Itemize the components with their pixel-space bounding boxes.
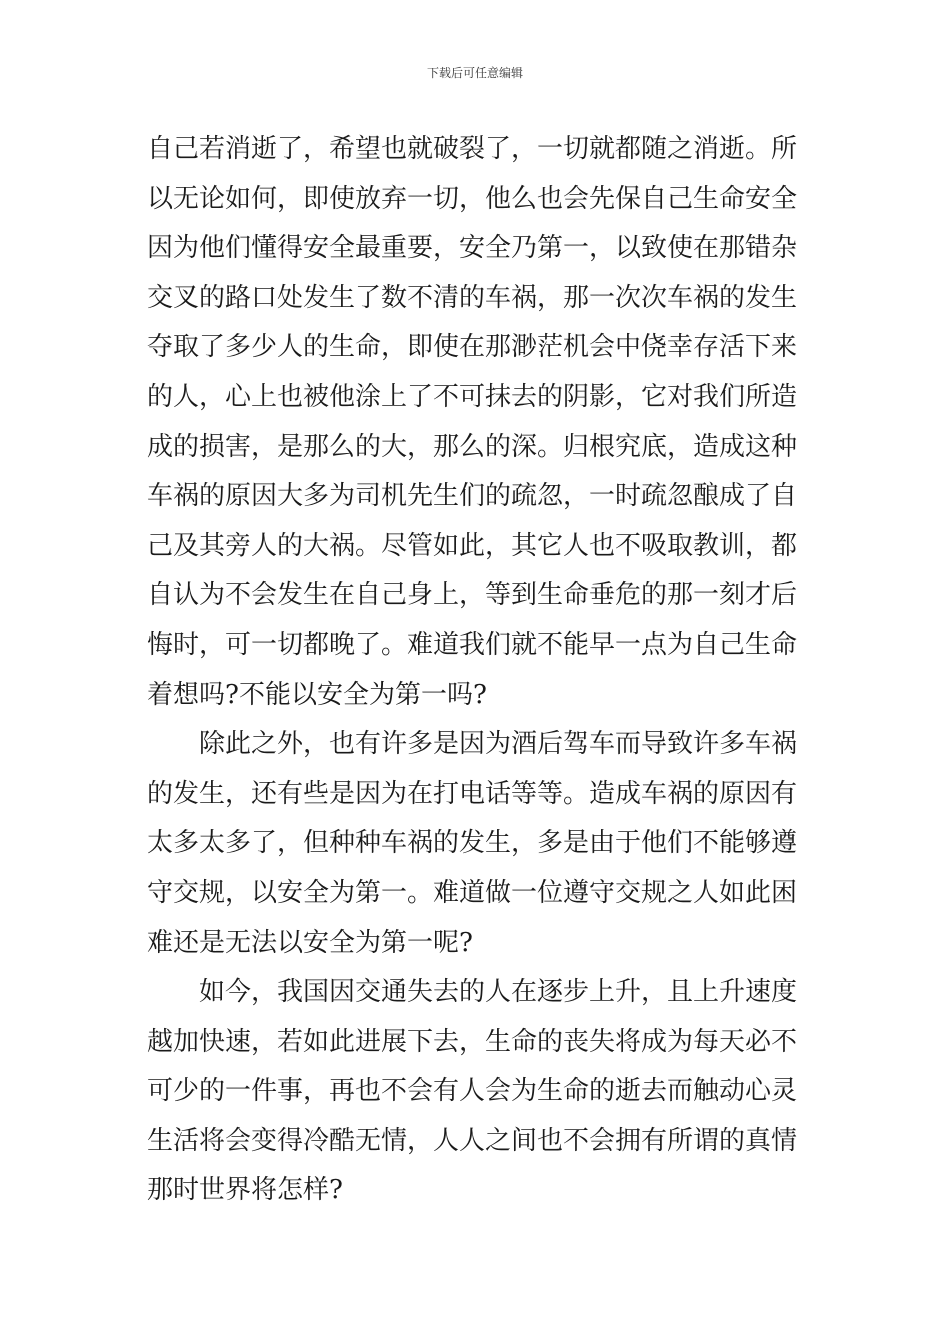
text-line: 成的损害，是那么的大，那么的深。归根究底，造成这种 (147, 431, 798, 462)
text-line: 己及其旁人的大祸。尽管如此，其它人也不吸取教训，都 (147, 530, 798, 561)
paragraph-start-line: 如今，我国因交通失去的人在逐步上升，且上升速度 (199, 977, 798, 1008)
text-line: 守交规，以安全为第一。难道做一位遵守交规之人如此困 (147, 877, 798, 908)
text-line: 可少的一件事，再也不会有人会为生命的逝去而触动心灵 (147, 1076, 798, 1107)
text-line: 难还是无法以安全为第一呢? (147, 927, 473, 958)
text-line: 因为他们懂得安全最重要，安全乃第一，以致使在那错杂 (147, 233, 798, 264)
body-text (147, 125, 807, 1216)
text-line: 交叉的路口处发生了数不清的车祸，那一次次车祸的发生 (147, 282, 798, 313)
text-line: 生活将会变得冷酷无情，人人之间也不会拥有所谓的真情 (147, 1125, 798, 1156)
text-line: 悔时，可一切都晚了。难道我们就不能早一点为自己生命 (147, 629, 798, 660)
page-header: 下载后可任意编辑 (426, 66, 523, 80)
text-line: 以无论如何，即使放弃一切，他么也会先保自己生命安全 (147, 183, 798, 214)
text-line: 自认为不会发生在自己身上，等到生命垂危的那一刻才后 (147, 580, 798, 611)
text-line: 着想吗?不能以安全为第一吗? (147, 679, 487, 710)
text-line: 自己若消逝了，希望也就破裂了，一切就都随之消逝。所 (147, 134, 798, 164)
text-line: 车祸的原因大多为司机先生们的疏忽，一时疏忽酿成了自 (147, 481, 798, 512)
paragraph-start-line: 除此之外，也有许多是因为酒后驾车而导致许多车祸 (199, 729, 798, 760)
text-line: 太多太多了，但种种车祸的发生，多是由于他们不能够遵 (147, 828, 798, 859)
text-line: 越加快速，若如此进展下去，生命的丧失将成为每天必不 (147, 1026, 798, 1057)
text-line: 那时世界将怎样? (147, 1175, 343, 1206)
text-line: 的发生，还有些是因为在打电话等等。造成车祸的原因有 (147, 778, 798, 809)
text-line: 夺取了多少人的生命，即使在那渺茫机会中侥幸存活下来 (147, 332, 798, 363)
text-line: 的人，心上也被他涂上了不可抹去的阴影，它对我们所造 (147, 381, 798, 412)
